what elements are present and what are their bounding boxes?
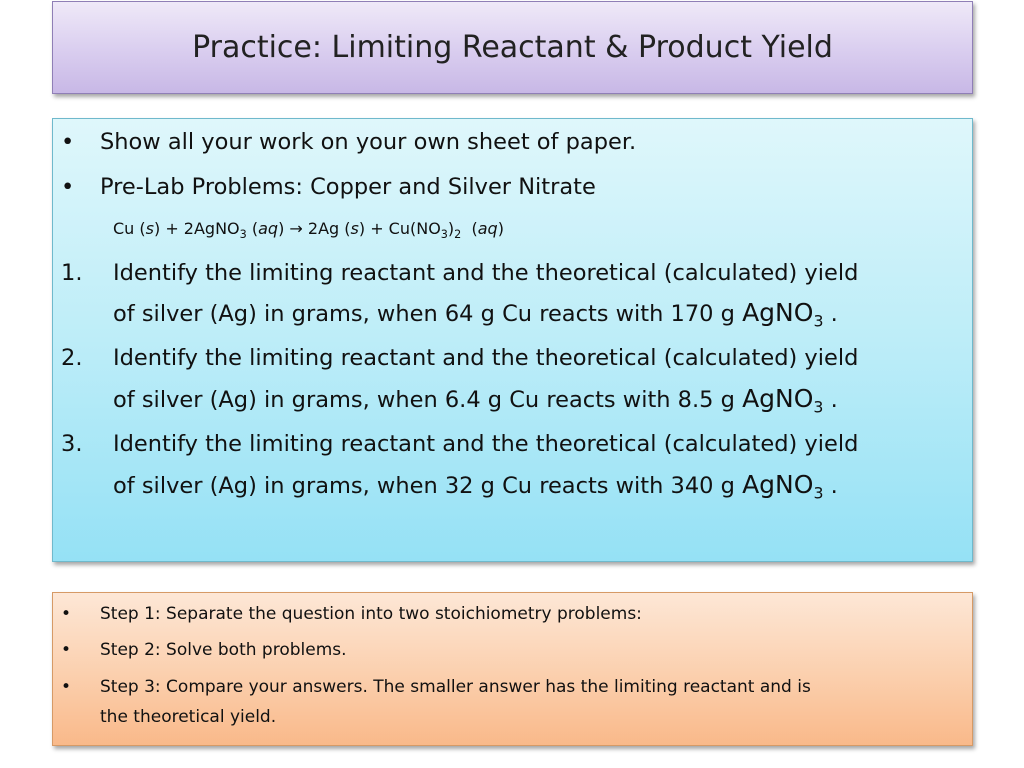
eq-state-solid: s: [145, 219, 154, 238]
problem-number: 3.: [61, 431, 83, 457]
formula-subscript: 3: [813, 397, 824, 417]
bullet-symbol: •: [61, 640, 72, 660]
eq-state-aqueous: aq: [258, 219, 279, 238]
agno3-formula: AgNO: [742, 384, 814, 413]
eq-reactant-cu: Cu: [113, 219, 135, 238]
formula-subscript: 3: [813, 311, 824, 331]
problem-text-line2: of silver (Ag) in grams, when 32 g Cu reacts with 340 g: [113, 473, 735, 499]
chemical-equation: Cu (s) + 2AgNO$_3$ (aq) → 2Ag $(s) + Cu(NO_3)_2$ (aq): [113, 219, 504, 241]
step-text-continued: the theoretical yield.: [100, 707, 277, 727]
main-content-box: [52, 118, 973, 562]
step-text: Step 3: Compare your answers. The smaller answer has the limiting reactant and is: [100, 677, 811, 697]
problem-period: .: [830, 301, 838, 327]
eq-state-solid: s: [350, 219, 359, 238]
agno3-formula: AgNO: [742, 298, 814, 327]
eq-state-aqueous: aq: [477, 219, 498, 238]
problem-text: [113, 470, 838, 503]
problem-period: .: [830, 387, 838, 413]
eq-product-cuno3: + Cu(NO: [370, 219, 441, 238]
bullet-symbol: •: [61, 677, 72, 697]
problem-text: Identify the limiting reactant and the theoretical (calculated) yield: [113, 345, 859, 371]
problem-number: 1.: [61, 260, 83, 286]
bullet-symbol: •: [61, 174, 75, 200]
eq-subscript: 3: [440, 227, 448, 241]
steps-box: [52, 592, 973, 746]
agno3-formula: AgNO: [742, 470, 814, 499]
bullet-text: Pre-Lab Problems: Copper and Silver Nitrate: [100, 174, 596, 200]
step-text: Step 2: Solve both problems.: [100, 640, 347, 660]
eq-subscript: 3: [239, 227, 247, 241]
eq-product-ag: → 2Ag: [289, 219, 340, 238]
problem-period: .: [830, 473, 838, 499]
problem-text-line2: of silver (Ag) in grams, when 6.4 g Cu reacts with 8.5 g: [113, 387, 735, 413]
problem-text: [113, 384, 838, 417]
bullet-text: Show all your work on your own sheet of paper.: [100, 129, 637, 155]
problem-text-line2: of silver (Ag) in grams, when 64 g Cu reacts with 170 g: [113, 301, 735, 327]
problem-text: Identify the limiting reactant and the theoretical (calculated) yield: [113, 260, 859, 286]
formula-subscript: 3: [813, 483, 824, 503]
title-box: [52, 1, 973, 94]
slide-title: Practice: Limiting Reactant & Product Yield: [192, 30, 833, 65]
eq-subscript: 2: [454, 227, 462, 241]
bullet-symbol: •: [61, 129, 75, 155]
bullet-symbol: •: [61, 604, 72, 624]
step-text: Step 1: Separate the question into two stoichiometry problems:: [100, 604, 642, 624]
problem-text: Identify the limiting reactant and the theoretical (calculated) yield: [113, 431, 859, 457]
problem-number: 2.: [61, 345, 83, 371]
problem-text: [113, 298, 838, 331]
eq-reactant-agno3: + 2AgNO: [165, 219, 240, 238]
